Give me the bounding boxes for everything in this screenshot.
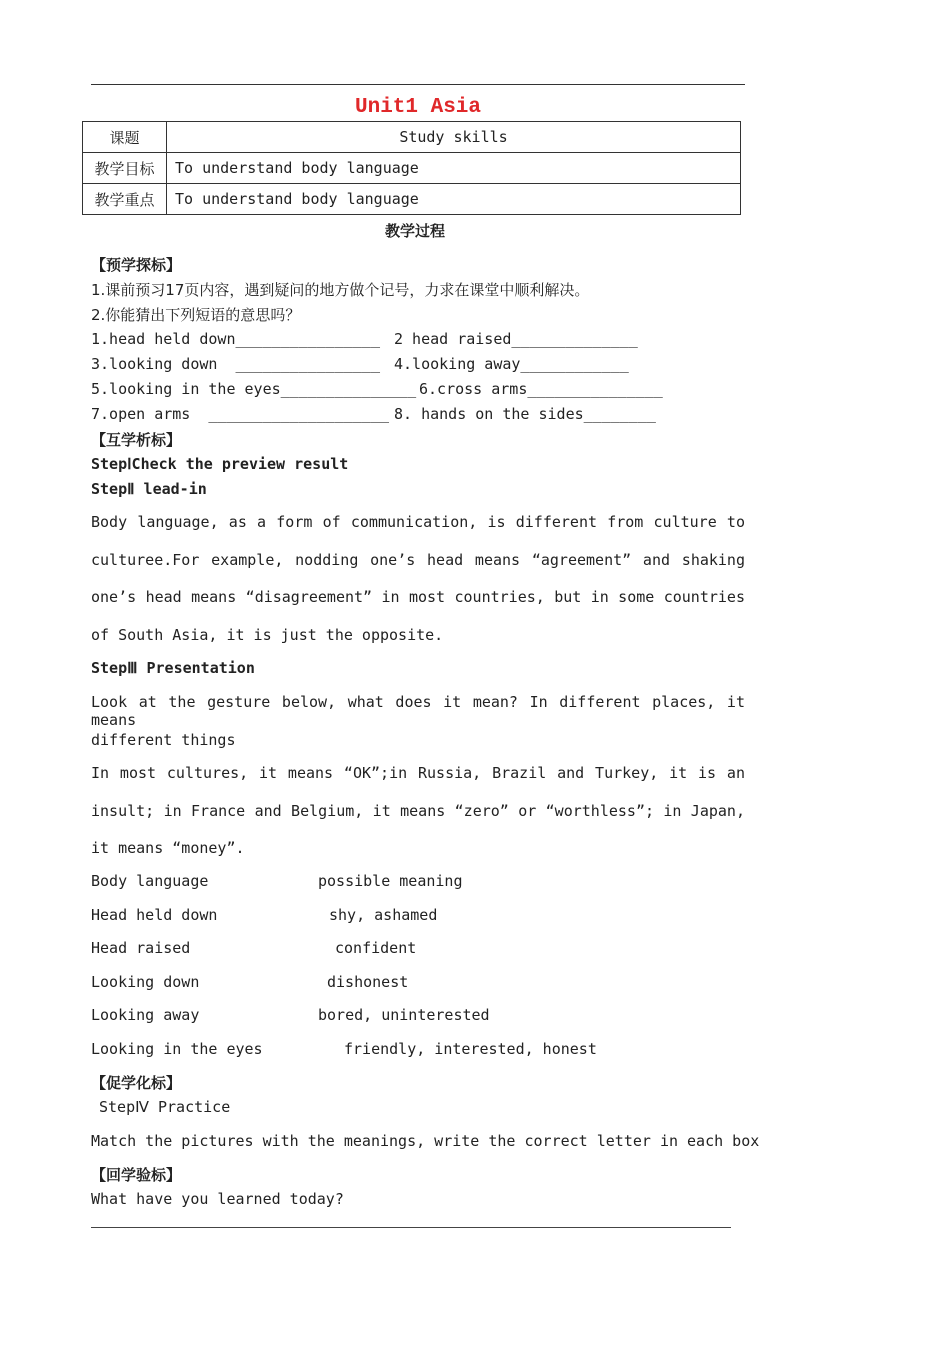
body-language-cell: Looking away [91,1006,200,1024]
phrase-item: 1.head held down________________ [91,330,380,348]
meaning-cell: shy, ashamed [329,906,438,924]
section-promote-heading: 【促学化标】 [91,1074,182,1092]
phrase-item: 4.looking away____________ [394,355,629,373]
phrase-item: 2 head raised______________ [394,330,638,348]
meaning-cell: friendly, interested, honest [344,1040,597,1058]
info-value: Study skills [167,122,741,153]
process-heading: 教学过程 [385,222,446,240]
info-value: To understand body language [167,184,741,215]
meaning-cell: bored, uninterested [318,1006,490,1024]
body-language-cell: Looking in the eyes [91,1040,263,1058]
body-language-cell: Looking down [91,973,200,991]
info-label: 课题 [83,122,167,153]
presentation-line: In most cultures, it means “OK”;in Russia, Brazil and Turkey, it is an [91,764,745,782]
top-rule [91,84,745,85]
body-language-cell: Head held down [91,906,218,924]
meaning-cell: dishonest [327,973,409,991]
info-label: 教学重点 [83,184,167,215]
step-heading: StepⅠCheck the preview result [91,455,349,473]
preview-line: 1.课前预习17页内容，遇到疑问的地方做个记号，力求在课堂中顺利解决。 [91,281,590,299]
phrase-item: 8. hands on the sides________ [394,405,656,423]
phrase-item: 6.cross arms_______________ [419,380,663,398]
phrase-item: 5.looking in the eyes_______________ [91,380,417,398]
page-title: Unit1 Asia [354,96,482,119]
phrase-item: 3.looking down ________________ [91,355,380,373]
body-language-cell: Head raised [91,939,191,957]
presentation-line: Look at the gesture below, what does it mean? In different places, it means [91,693,745,729]
phrase-item: 7.open arms ____________________ [91,405,390,423]
table-row [83,184,741,215]
review-question: What have you learned today? [91,1190,344,1208]
step-heading: StepⅣ Practice [99,1098,231,1116]
leadin-line: culturee.For example, nodding one’s head means “agreement” and shaking [91,551,745,569]
answer-line [91,1227,731,1228]
leadin-line: Body language, as a form of communication, is different from culture to [91,513,745,531]
presentation-line: different things [91,731,236,749]
section-interact-heading: 【互学析标】 [91,431,182,449]
table-row [83,153,741,184]
info-label: 教学目标 [83,153,167,184]
body-language-header: Body language [91,872,209,890]
practice-instruction: Match the pictures with the meanings, write the correct letter in each box [91,1132,760,1150]
section-review-heading: 【回学验标】 [91,1166,182,1184]
info-value: To understand body language [167,153,741,184]
table-row [83,122,741,153]
meaning-cell: confident [335,939,417,957]
step-heading: StepⅢ Presentation [91,659,255,677]
meaning-header: possible meaning [318,872,463,890]
preview-line: 2.你能猜出下列短语的意思吗？ [91,306,301,324]
leadin-line: of South Asia, it is just the opposite. [91,626,444,644]
step-heading: StepⅡ lead-in [91,480,207,498]
section-preview-heading: 【预学探标】 [91,256,182,274]
lesson-info-table [82,121,741,215]
presentation-line: it means “money”. [91,839,245,857]
presentation-line: insult; in France and Belgium, it means “zero” or “worthless”; in Japan, [91,802,745,820]
leadin-line: one’s head means “disagreement” in most countries, but in some countries [91,588,745,606]
